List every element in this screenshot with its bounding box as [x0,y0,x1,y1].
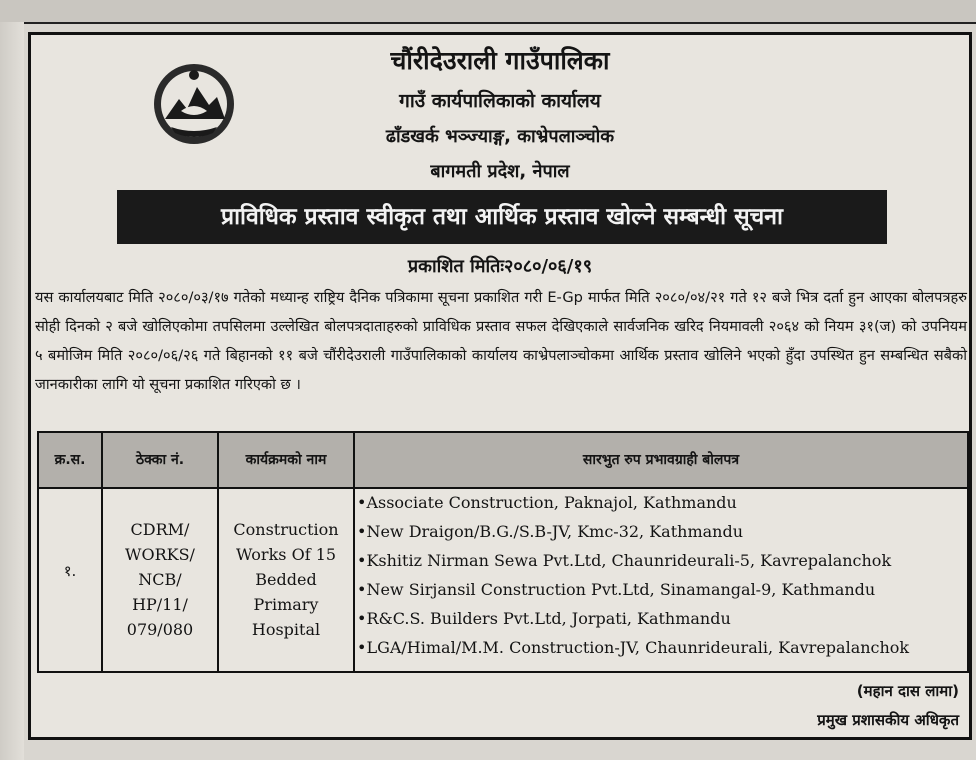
row-program-name [219,517,353,642]
office-name: गाउँ कार्यपालिकाको कार्यालय [399,90,601,112]
bidders-table [37,431,969,673]
notice-body-text: यस कार्यालयबाट मिति २०८०/०३/१७ गतेको मध्यान्ह राष्ट्रिय दैनिक पत्रिकामा सूचना प्रकाशित गरी E-Gp मार्फत मिति २०८०/०४/२१ गते १२ बजे भित्र दर्ता हुन आएका बोलपत्रहरु सोही दिनको २ बजे खोलिएकोमा तपसिलमा उल्लेखित बोलपत्रदाताहरुको प्राविधिक प्रस्ताव सफल देखिएकाले सार्वजनिक खरिद नियमावली २०६४ को नियम ३१(ज) को उपनियम ५ बमोजिम मिति २०८०/०६/२६ गते बिहानको ११ बजे चौंरीदेउराली गाउँपालिकाको कार्यालय काभ्रेपलाञ्चोकमा आर्थिक प्रस्ताव खोलिने भएको हुँदा उपस्थित हुन सम्बन्धित सबैको जानकारीका लागि यो सूचना प्रकाशित गरिएको छ । [35,289,967,393]
published-date: प्रकाशित मितिः२०८०/०६/१९ [407,256,593,277]
bidder-item: •R&C.S. Builders Pvt.Ltd, Jorpati, Kathmandu [357,609,731,628]
contract-no-line: WORKS/ [125,545,195,564]
bidder-item: •New Draigon/B.G./S.B-JV, Kmc-32, Kathmandu [357,522,744,541]
header-program-name: कार्यक्रमको नाम [245,452,327,468]
program-line: Works Of 15 [235,545,337,564]
bidder-item: •LGA/Himal/M.M. Construction-JV, Chaunrideurali, Kavrepalanchok [357,638,910,657]
header-contract-no: ठेक्का नं. [135,452,185,468]
contract-no-line: NCB/ [138,570,182,589]
municipality-name: चौंरीदेउराली गाउँपालिका [390,46,610,75]
province-country: बागमती प्रदेश, नेपाल [430,161,570,182]
contract-no-line: 079/080 [126,620,194,639]
program-line: Construction [233,520,339,539]
signatory-name: (महान दास लामा) [856,682,959,700]
program-line: Hospital [251,620,321,639]
bidder-item: •New Sirjansil Construction Pvt.Ltd, Sinamangal-9, Kathmandu [357,580,876,599]
notice-title: प्राविधिक प्रस्ताव स्वीकृत तथा आर्थिक प्रस्ताव खोल्ने सम्बन्धी सूचना [117,190,887,244]
contract-no-line: HP/11/ [132,595,188,614]
program-line: Primary [253,595,319,614]
program-line: Bedded [255,570,317,589]
row-serial-no: १. [63,562,77,580]
header-responsive-bidders: सारभुत रुप प्रभावग्राही बोलपत्र [582,452,740,468]
office-address: ढाँडखर्क भञ्ज्याङ्ग, काभ्रेपलाञ्चोक [385,126,615,147]
public-notice [28,32,972,740]
newspaper-left-strip [0,22,24,760]
bidder-item: •Kshitiz Nirman Sewa Pvt.Ltd, Chaunrideurali-5, Kavrepalanchok [357,551,892,570]
header-serial-no: क्र.स. [54,452,86,468]
bidder-item: •Associate Construction, Paknajol, Kathmandu [357,493,737,512]
row-bidders-list [357,488,963,662]
newspaper-top-band [0,0,976,24]
signatory-designation: प्रमुख प्रशासकीय अधिकृत [817,711,959,729]
row-contract-no [103,517,217,642]
contract-no-line: CDRM/ [130,520,190,539]
